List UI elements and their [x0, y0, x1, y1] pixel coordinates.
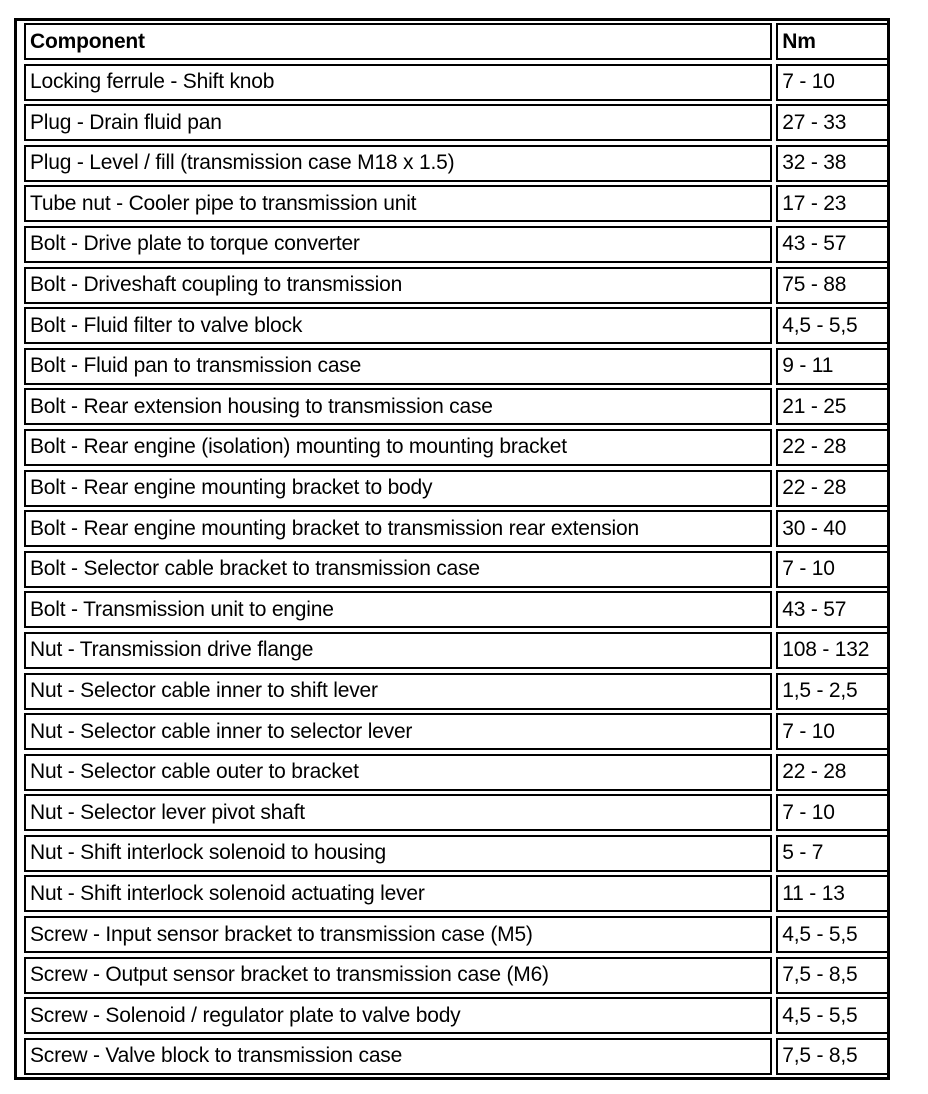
nm-cell: 9 - 11	[776, 348, 890, 385]
component-cell: Nut - Transmission drive flange	[24, 632, 772, 669]
table-row	[20, 510, 890, 551]
table-row	[20, 388, 890, 429]
component-cell: Bolt - Selector cable bracket to transmission case	[24, 551, 772, 588]
table-row	[20, 997, 890, 1038]
nm-cell: 7 - 10	[776, 713, 890, 750]
nm-cell: 43 - 57	[776, 591, 890, 628]
table-row	[20, 957, 890, 998]
table-row	[20, 713, 890, 754]
nm-cell: 75 - 88	[776, 267, 890, 304]
component-cell: Bolt - Drive plate to torque converter	[24, 226, 772, 263]
component-cell: Nut - Selector cable inner to shift lever	[24, 673, 772, 710]
nm-cell: 4,5 - 5,5	[776, 997, 890, 1034]
component-cell: Bolt - Fluid filter to valve block	[24, 307, 772, 344]
table-header-row	[20, 23, 890, 64]
nm-cell: 21 - 25	[776, 388, 890, 425]
nm-cell: 30 - 40	[776, 510, 890, 547]
nm-cell: 22 - 28	[776, 470, 890, 507]
nm-cell: 17 - 23	[776, 185, 890, 222]
component-cell: Plug - Level / fill (transmission case M18 x 1.5)	[24, 145, 772, 182]
table-row	[20, 1038, 890, 1079]
component-cell: Plug - Drain fluid pan	[24, 104, 772, 141]
component-cell: Screw - Valve block to transmission case	[24, 1038, 772, 1075]
table-row	[20, 835, 890, 876]
component-cell: Bolt - Rear engine (isolation) mounting to mounting bracket	[24, 429, 772, 466]
header-nm: Nm	[776, 23, 890, 60]
component-cell: Tube nut - Cooler pipe to transmission unit	[24, 185, 772, 222]
nm-cell: 5 - 7	[776, 835, 890, 872]
component-cell: Bolt - Rear engine mounting bracket to transmission rear extension	[24, 510, 772, 547]
component-cell: Bolt - Fluid pan to transmission case	[24, 348, 772, 385]
component-cell: Locking ferrule - Shift knob	[24, 64, 772, 101]
table-row	[20, 145, 890, 186]
nm-cell: 27 - 33	[776, 104, 890, 141]
component-cell: Bolt - Transmission unit to engine	[24, 591, 772, 628]
component-cell: Bolt - Rear extension housing to transmission case	[24, 388, 772, 425]
component-cell: Bolt - Rear engine mounting bracket to body	[24, 470, 772, 507]
table-row	[20, 916, 890, 957]
nm-cell: 7,5 - 8,5	[776, 1038, 890, 1075]
table-row	[20, 794, 890, 835]
nm-cell: 7 - 10	[776, 64, 890, 101]
nm-cell: 7 - 10	[776, 794, 890, 831]
header-component: Component	[24, 23, 772, 60]
table-row	[20, 267, 890, 308]
table-body	[20, 64, 890, 1079]
nm-cell: 1,5 - 2,5	[776, 673, 890, 710]
component-cell: Bolt - Driveshaft coupling to transmission	[24, 267, 772, 304]
component-cell: Nut - Selector lever pivot shaft	[24, 794, 772, 831]
component-cell: Screw - Input sensor bracket to transmission case (M5)	[24, 916, 772, 953]
component-cell: Nut - Selector cable outer to bracket	[24, 754, 772, 791]
component-cell: Screw - Output sensor bracket to transmission case (M6)	[24, 957, 772, 994]
table-row	[20, 64, 890, 105]
table-row	[20, 226, 890, 267]
nm-cell: 22 - 28	[776, 754, 890, 791]
table-row	[20, 307, 890, 348]
table-row	[20, 429, 890, 470]
table-row	[20, 104, 890, 145]
table-row	[20, 673, 890, 714]
nm-cell: 108 - 132	[776, 632, 890, 669]
table-row	[20, 875, 890, 916]
table-row	[20, 591, 890, 632]
table-row	[20, 632, 890, 673]
nm-cell: 32 - 38	[776, 145, 890, 182]
nm-cell: 43 - 57	[776, 226, 890, 263]
nm-cell: 22 - 28	[776, 429, 890, 466]
torque-table	[20, 23, 890, 1078]
nm-cell: 11 - 13	[776, 875, 890, 912]
table-row	[20, 551, 890, 592]
table-row	[20, 754, 890, 795]
nm-cell: 4,5 - 5,5	[776, 916, 890, 953]
component-cell: Screw - Solenoid / regulator plate to valve body	[24, 997, 772, 1034]
nm-cell: 7,5 - 8,5	[776, 957, 890, 994]
nm-cell: 4,5 - 5,5	[776, 307, 890, 344]
component-cell: Nut - Shift interlock solenoid actuating lever	[24, 875, 772, 912]
table-row	[20, 470, 890, 511]
table-row	[20, 348, 890, 389]
component-cell: Nut - Selector cable inner to selector lever	[24, 713, 772, 750]
nm-cell: 7 - 10	[776, 551, 890, 588]
component-cell: Nut - Shift interlock solenoid to housing	[24, 835, 772, 872]
table-row	[20, 185, 890, 226]
